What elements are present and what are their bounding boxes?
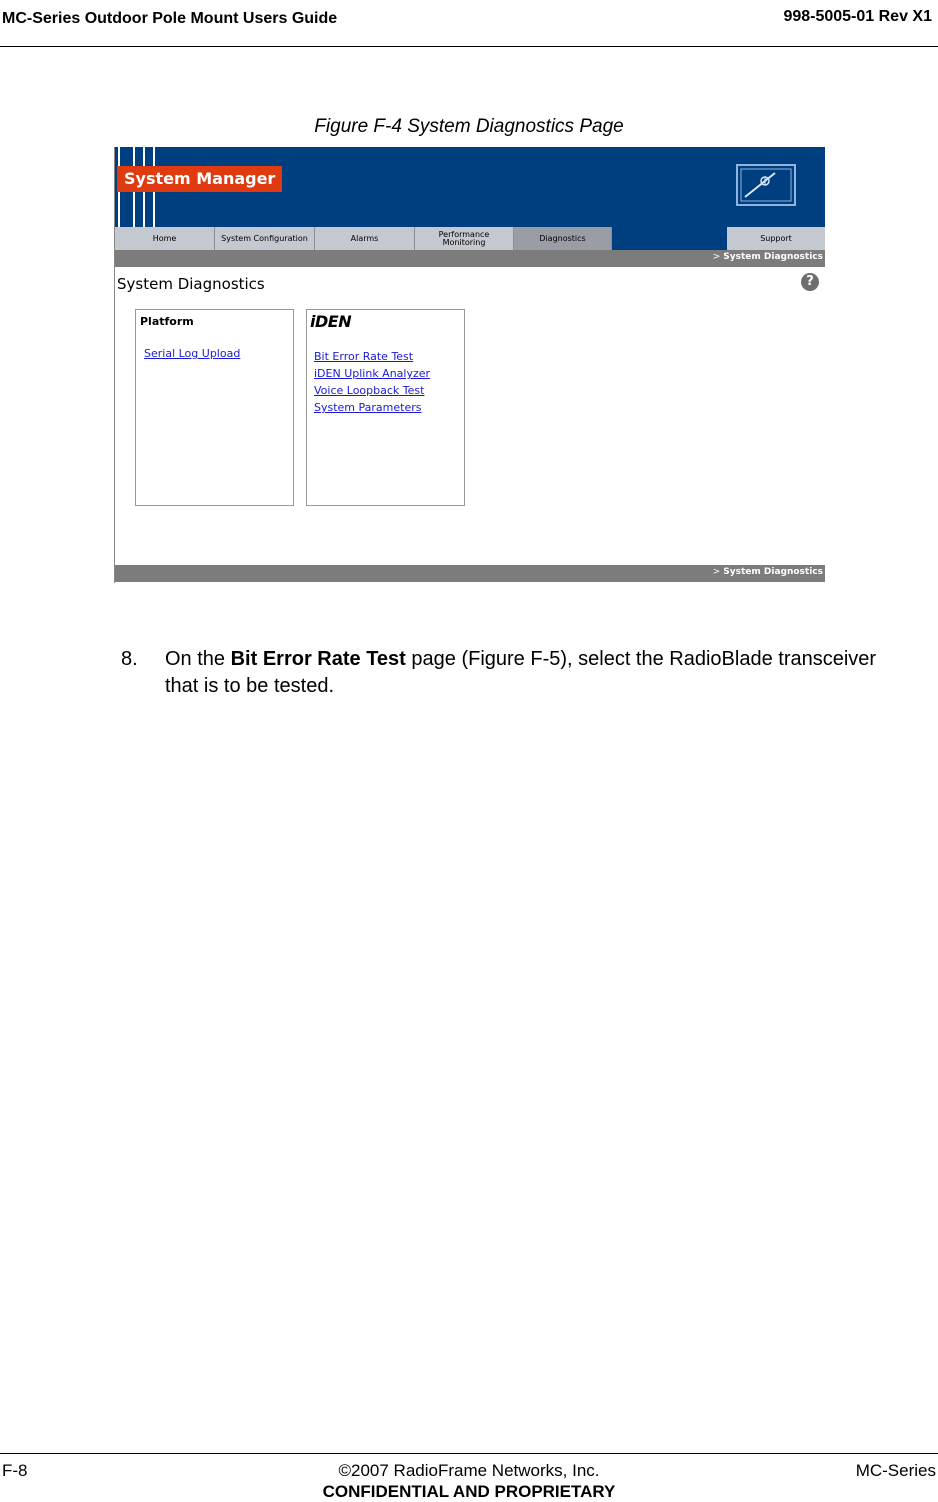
tab-support[interactable]: Support [727, 227, 825, 250]
help-icon[interactable]: ? [801, 273, 819, 291]
document-title: MC-Series Outdoor Pole Mount Users Guide [2, 10, 338, 27]
serial-log-upload-link[interactable]: Serial Log Upload [144, 347, 241, 360]
tab-performance-monitoring[interactable] [415, 227, 514, 250]
platform-panel [135, 309, 294, 506]
main-nav [115, 227, 825, 250]
tab-home[interactable]: Home [115, 227, 215, 250]
figure-caption: Figure F-4 System Diagnostics Page [314, 116, 624, 137]
bit-error-rate-test-link[interactable]: Bit Error Rate Test [314, 350, 414, 363]
tab-label-line1: Performance [438, 230, 490, 239]
page-number: F-8 [2, 1461, 28, 1480]
breadcrumb[interactable] [713, 252, 823, 262]
copyright: ©2007 RadioFrame Networks, Inc. [338, 1461, 600, 1480]
voice-loopback-test-link[interactable]: Voice Loopback Test [314, 384, 425, 397]
breadcrumb-separator: > [712, 567, 721, 577]
breadcrumb-label: System Diagnostics [723, 567, 823, 577]
breadcrumb[interactable] [713, 567, 823, 577]
tab-system-configuration[interactable]: System Configuration [215, 227, 315, 250]
document-number: 998-5005-01 Rev X1 [783, 8, 932, 25]
breadcrumb-bar-top [115, 250, 825, 267]
step-prefix: On the [165, 648, 231, 670]
breadcrumb-label: System Diagnostics [723, 252, 823, 262]
iden-uplink-analyzer-link[interactable]: iDEN Uplink Analyzer [314, 367, 431, 380]
step-bold: Bit Error Rate Test [230, 648, 406, 670]
radioframe-logo-icon [735, 163, 797, 207]
product-series: MC-Series [855, 1461, 936, 1480]
confidentiality-notice: CONFIDENTIAL AND PROPRIETARY [322, 1482, 616, 1501]
page-title: System Diagnostics [117, 275, 265, 293]
iden-logo: iDEN [310, 312, 352, 331]
app-title: System Manager [117, 166, 282, 192]
tab-diagnostics[interactable]: Diagnostics [514, 227, 612, 250]
system-manager-screenshot [114, 147, 825, 583]
tab-alarms[interactable]: Alarms [315, 227, 415, 250]
page-header [0, 0, 938, 47]
step-suffix: page (Figure F-5), select the RadioBlade transceiver that is to be tested. [165, 648, 877, 697]
iden-panel [306, 309, 465, 506]
tab-label-line2: Monitoring [442, 238, 486, 247]
page-footer [0, 1453, 938, 1501]
breadcrumb-separator: > [712, 252, 721, 262]
step-number: 8. [121, 648, 138, 670]
step-text [165, 646, 885, 700]
breadcrumb-bar-bottom [115, 565, 825, 582]
system-parameters-link[interactable]: System Parameters [314, 401, 422, 414]
platform-heading: Platform [140, 315, 194, 328]
app-banner [115, 147, 825, 227]
